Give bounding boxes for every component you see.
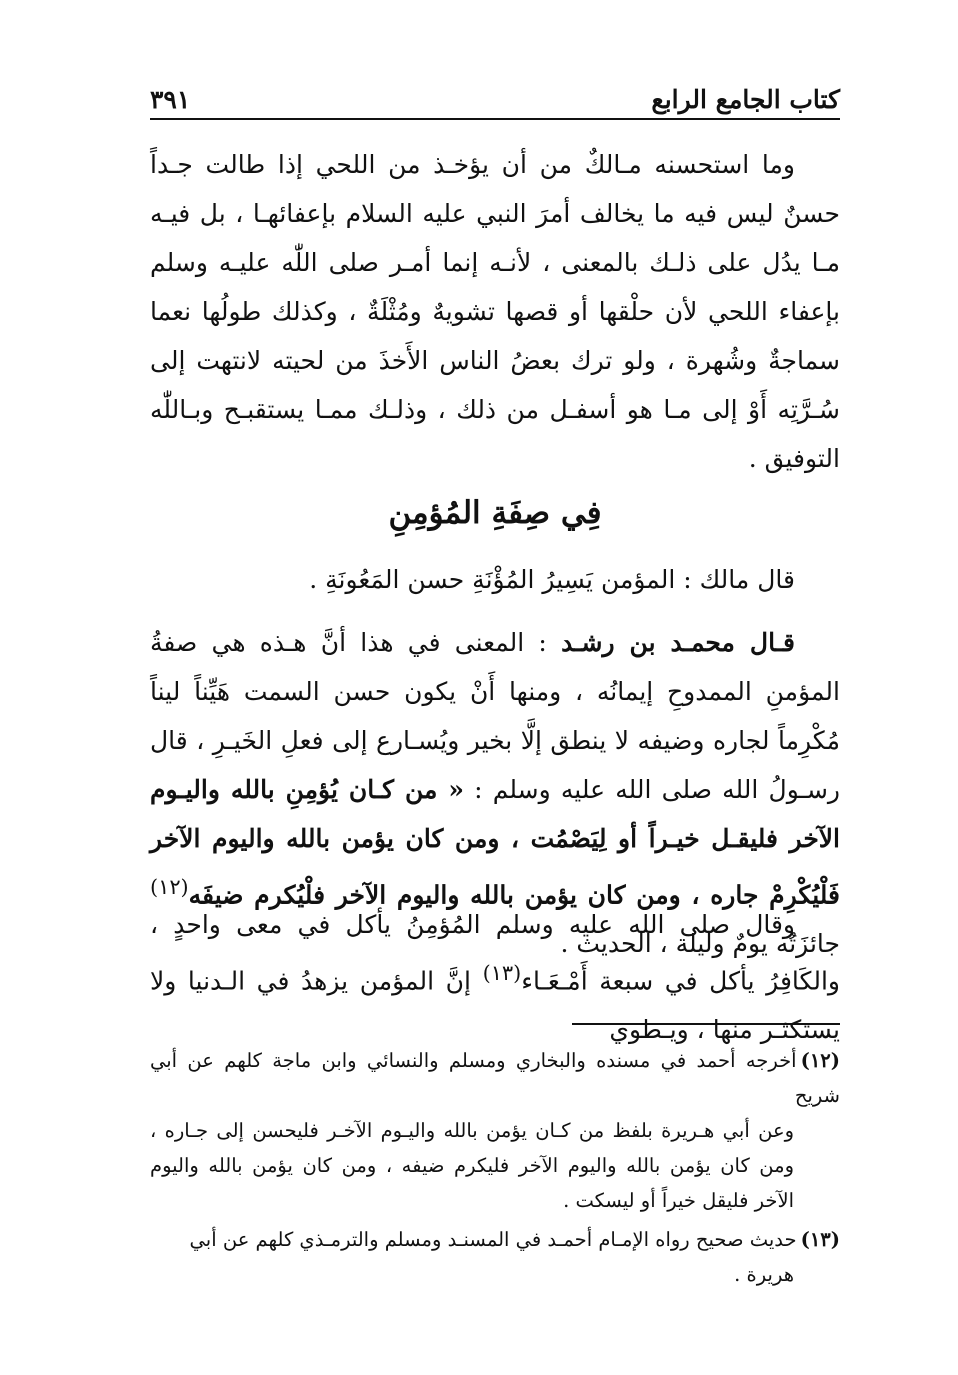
- page-number: ٣٩١: [150, 85, 191, 114]
- footnote-continuation: هريرة .: [734, 1263, 794, 1286]
- footnote-continuation: وعن أبي هـريرة بلفظ من كـان يؤمن بالله واليـوم الآخـر فليحسن إلى جـاره ، ومن كان يؤمن بالله واليوم الآخر فليكرم ضيفه ، ومن كان يؤمن بالله واليوم الآخر فليقل خيراً أو ليسكت .: [150, 1119, 794, 1212]
- commentary-text: : المعنى في هذا أنَّ هـذه هي صفةُ المؤمنِ الممدوحِ إيمانُه ، ومنها أَنْ يكون حسن السمت هَيِّناً ليناً مُكْرِماً لجاره وضيفه لا ينطق إلَّا بخير ويُسـارع إلى فعلِ الخَيـرِ ، قال رسـولُ الله صلى الله عليه وسلم :: [150, 628, 840, 804]
- footnote-divider: [572, 1023, 840, 1025]
- footnote-number: (١٢): [800, 1049, 840, 1072]
- paragraph-text: قال مالك : المؤمن يَسِيرُ المُؤْنَةِ حسن المَعُونَةِ .: [309, 565, 795, 594]
- footnote-ref-13: (١٣): [482, 961, 522, 985]
- paragraph-text: [150, 900, 840, 1054]
- footnote-12: [150, 1043, 840, 1218]
- footnote-number: (١٣): [800, 1228, 840, 1251]
- speaker-name: قـال محمـد بن رشـد: [561, 628, 795, 657]
- footnote-text: حديث صحيح رواه الإمـام أحمـد في المسنـد ومسلم والترمـذي كلهم عن أبي: [189, 1228, 797, 1251]
- paragraph-malik-saying: [150, 555, 840, 604]
- paragraph-beard: [150, 140, 840, 483]
- paragraph-believer-eats: [150, 900, 840, 1054]
- footnote-13: [150, 1222, 840, 1292]
- footnotes: [150, 1043, 840, 1296]
- hadith-quote: « من كـان يُؤمِنِ بالله واليـوم الآخر فليقـل خيـراً أو لِيَصْمُت ، ومن كان يؤمن بالله واليوم الآخر فَلْيُكْرِمْ جاره ، ومن كان يؤمن بالله واليوم الآخر فلْيُكرم ضيفَه: [150, 775, 840, 910]
- running-header: [150, 78, 840, 120]
- chapter-title: كتاب الجامع الرابع: [651, 85, 840, 114]
- footnote-ref-12: (١٢): [150, 875, 189, 899]
- section-heading: فِي صِفَةِ المُؤمِنِ: [388, 495, 602, 531]
- paragraph-text: وما استحسنه مـالكٌ من أن يؤخـذ من اللحي إذا طالت جـداً حسنٌ ليس فيه ما يخالف أمرَ النبي عليه السلام بإعفائهـا ، بل فيـه مـا يدُل على ذلـك بالمعنى ، لأنـه إنما أمـر صلى اللّٰه عليـه وسلم بإعفاء اللحي لأن حلْقها أو قصها تشويهٌ ومُثْلَةٌ ، وكذلك طولُها نعما سماجةٌ وشُهرة ، ولو ترك بعضُ الناس الأَخذَ من لحيته لانتهت إلى سُـرَّتِه أَوْ إلى مـا هو أسفـل من ذلك ، وذلـك ممـا يستقبـح وبـاللّٰه التوفيق .: [150, 150, 840, 473]
- paragraph-end: إنَّ المؤمن يزهدُ في الـدنيا ولا يستكثـر منها ، ويـطوي: [150, 966, 840, 1045]
- hadith-text: وقال صلى الله عليه وسلم المُؤمِنُ يأكل في معى واحدٍ ، والكَافِرُ يأكل في سبعة أَمْـعَـاء: [150, 910, 840, 996]
- footnote-text: أخرجه أحمد في مسنده والبخاري ومسلم والنسائي وابن ماجة كلهم عن أبي شريح: [150, 1049, 840, 1107]
- commentary-end: جائزَتُه يومٌ وليلة ، الحديث .: [560, 929, 840, 959]
